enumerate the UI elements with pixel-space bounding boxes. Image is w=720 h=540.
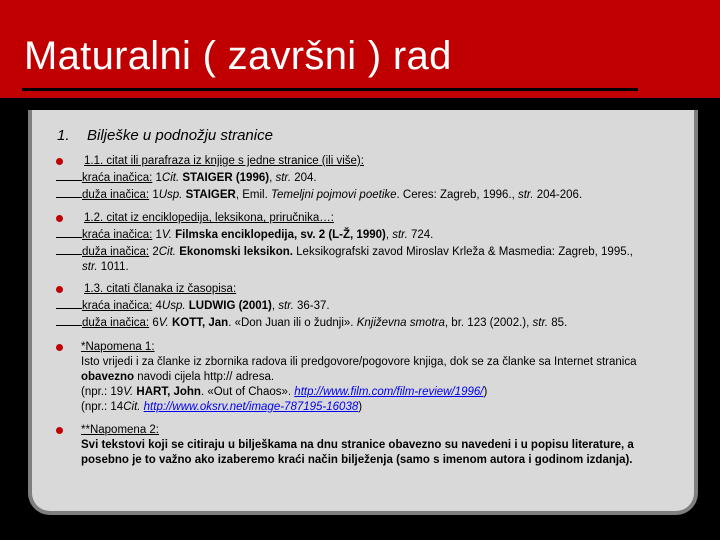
bullet-icon (56, 158, 63, 165)
long-version-line: duža inačica: 2Cit. Ekonomski leksikon. Leksikografski zavod Miroslav Krleža & Masmedia: Zagreb, 1995., (56, 243, 696, 260)
heading-number: 1. (57, 127, 70, 144)
long-version-line: duža inačica: 6V. KOTT, Jan. «Don Juan ili o žudnji». Književna smotra, br. 123 (2002.), str. 85. (56, 314, 696, 331)
bullet-icon (56, 286, 63, 293)
bullet-icon (56, 344, 63, 351)
item-intro: 1.2. citat iz enciklopedija, leksikona, priručnika…: (84, 212, 334, 224)
note-2-text-2: posebno je to važno ako izaberemo kraći način bilježenja (samo s imenom autora i godinom izdanja). (81, 454, 633, 466)
note-2-text: Svi tekstovi koji se citiraju u bilješkama na dnu stranice obavezno su navedeni i u popisu literature, a (81, 439, 634, 451)
short-version-line: kraća inačica: 1V. Filmska enciklopedija, sv. 2 (L-Ž, 1990), str. 724. (56, 226, 696, 243)
note-1-text-2: obavezno navodi cijela http:// adresa. (81, 371, 275, 383)
section-heading (57, 127, 273, 144)
title-rule (22, 88, 638, 91)
heading-text: Bilješke u podnožju stranice (87, 127, 273, 144)
list-item-encyclopedias (56, 211, 696, 275)
short-version-line: kraća inačica: 1Cit. STAIGER (1996), str. 204. (56, 169, 696, 186)
item-intro: 1.3. citati članaka iz časopisa: (84, 283, 237, 295)
short-version-line: kraća inačica: 4Usp. LUDWIG (2001), str. 36-37. (56, 297, 696, 314)
note-2-label: **Napomena 2: (81, 424, 159, 436)
item-intro: 1.1. citat ili parafraza iz knjige s jedne stranice (ili više): (84, 155, 364, 167)
note-1-example-1: (npr.: 19V. HART, John. «Out of Chaos». http://www.film.com/film-review/1996/) (81, 386, 488, 398)
note-1-example-2: (npr.: 14Cit. http://www.oksrv.net/image-787195-16038) (81, 401, 363, 413)
long-version-line-cont: str. 1011. (82, 261, 129, 273)
bullet-icon (56, 215, 63, 222)
long-version-line: duža inačica: 1Usp. STAIGER, Emil. Temeljni pojmovi poetike. Ceres: Zagreb, 1996., str. 204-206. (56, 186, 696, 203)
example-link-2[interactable]: http://www.oksrv.net/image-787195-16038 (143, 401, 359, 413)
slide-title: Maturalni ( završni ) rad (24, 34, 452, 78)
list-item-books (56, 154, 696, 203)
list-item-journals (56, 282, 696, 331)
note-1-text: Isto vrijedi i za članke iz zbornika radova ili predgovore/pogovore knjiga, dok se za članke sa Internet stranica (81, 356, 637, 368)
note-2 (56, 423, 696, 468)
note-1-label: *Napomena 1: (81, 341, 155, 353)
example-link-1[interactable]: http://www.film.com/film-review/1996/ (294, 386, 484, 398)
note-1 (56, 340, 696, 415)
bullet-icon (56, 427, 63, 434)
